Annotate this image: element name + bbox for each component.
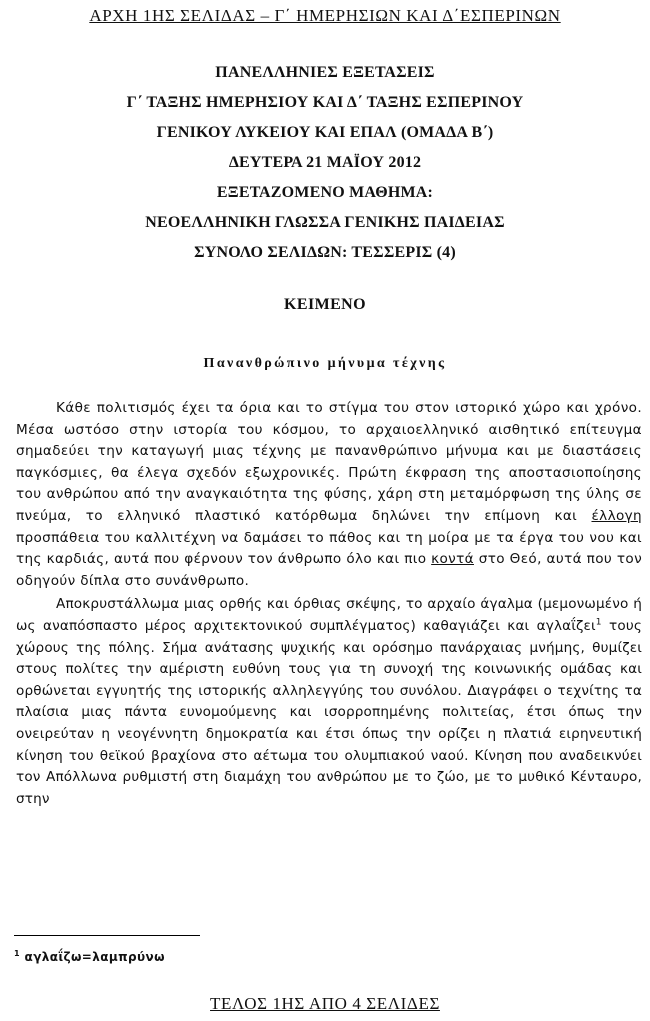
- paragraph-2-part-2: τους χώρους της πόλης. Σήμα ανάτασης ψυχικής και ορόσημο πανάρχαιας μνήμης, θυμίζει στους πολίτες την αμέριστη ευθύνη τους για τη συνοχή της κοινωνικής ομάδας και ορθώνεται εγγυητής της ιστορικής αλληλεγγύης του συνόλου. Διαγράφει ο τεχνίτης τα πλαίσια μιας πάντα ευνομούμενης και ισορροπημένης πολιτείας, έτσι όπως την ονειρεύταν η νεογέννητη δημοκρατία και έτσι όπως την ορίζει η πλατιά ειρηνευτική κίνηση του θεϊκού βραχίονα στο αέτωμα του ολυμπιακού ναού. Κίνηση που αναδεικνύει τον Απόλλωνα ρυθμιστή στη διαμάχη του ανθρώπου με το ζώο, με το μυθικό Κένταυρο, στην: [16, 617, 642, 807]
- paragraph-1-part-1: Κάθε πολιτισμός έχει τα όρια και το στίγμα του στον ιστορικό χώρο και χρόνο. Μέσα ωστόσο στην ιστορία του κόσμου, το αρχαιοελληνικό αισθητικό επίτευγμα σημαδεύει την καταγωγή μιας τέχνης με πανανθρώπινο μήνυμα και με διαστάσεις παγκόσμιες, θα έλεγα σχεδόν εξωχρονικές. Πρώτη έκφραση της αποστασιοποίησης του ανθρώπου από την αναγκαιότητα της φύσης, χάρη στη μεταμόρφωση της ύλης σε πνεύμα, το ελληνικό πλαστικό κατόρθωμα δηλώνει την επίμονη και: [16, 400, 642, 524]
- paragraph-1: [16, 398, 642, 592]
- exam-header-line: ΓΕΝΙΚΟΥ ΛΥΚΕΙΟΥ ΚΑΙ ΕΠΑΛ (ΟΜΑΔΑ Β΄): [156, 124, 494, 141]
- body-text: [16, 398, 642, 810]
- footnote-marker: 1: [14, 949, 20, 958]
- exam-date: ΔΕΥΤΕΡΑ 21 ΜΑΪΟΥ 2012: [228, 154, 422, 171]
- underlined-word: έλλογη: [591, 507, 642, 524]
- section-title: ΚΕΙΜΕΝΟ: [284, 296, 366, 313]
- exam-header-line: Γ΄ ΤΑΞΗΣ ΗΜΕΡΗΣΙΟΥ ΚΑΙ Δ΄ ΤΑΞΗΣ ΕΣΠΕΡΙΝΟΥ: [126, 94, 524, 111]
- footnote-reference: 1: [595, 617, 602, 628]
- footnote-divider: [14, 935, 200, 936]
- exam-header: [0, 58, 650, 268]
- exam-subject: ΝΕΟΕΛΛΗΝΙΚΗ ΓΛΩΣΣΑ ΓΕΝΙΚΗΣ ΠΑΙΔΕΙΑΣ: [145, 214, 505, 231]
- footnote-text: αγλαΐζω=λαμπρύνω: [24, 950, 165, 964]
- page-header: ΑΡΧΗ 1ΗΣ ΣΕΛΙΔΑΣ – Γ΄ ΗΜΕΡΗΣΙΩΝ ΚΑΙ Δ΄ΕΣΠΕΡΙΝΩΝ: [89, 6, 561, 25]
- paragraph-2: [16, 594, 642, 810]
- exam-header-line: ΠΑΝΕΛΛΗΝΙΕΣ ΕΞΕΤΑΣΕΙΣ: [215, 64, 435, 81]
- paragraph-1-part-2: προσπάθεια του καλλιτέχνη να δαμάσει το πάθος και τη μοίρα με τα έργα του νου και της καρδιάς, αυτά που φέρνουν τον άνθρωπο όλο και πιο: [16, 529, 642, 568]
- underlined-word: κοντά: [431, 551, 474, 568]
- page-footer: ΤΕΛΟΣ 1ΗΣ ΑΠΟ 4 ΣΕΛΙΔΕΣ: [210, 994, 440, 1013]
- exam-header-line: ΕΞΕΤΑΖΟΜΕΝΟ ΜΑΘΗΜΑ:: [216, 184, 434, 201]
- footnote: [14, 950, 165, 964]
- exam-page-count: ΣΥΝΟΛΟ ΣΕΛΙΔΩΝ: ΤΕΣΣΕΡΙΣ (4): [194, 244, 456, 261]
- text-title: Πανανθρώπινο μήνυμα τέχνης: [203, 356, 447, 371]
- paragraph-2-part-1: Αποκρυστάλλωμα μιας ορθής και όρθιας σκέψης, το αρχαίο άγαλμα (μεμονωμένο ή ως αναπόσπαστο μέρος αρχιτεκτονικού συμπλέγματος) καθαγιάζει και αγλαΐζει: [16, 596, 642, 634]
- paragraph-1-part-3: στο Θεό, αυτά που τον οδηγούν δίπλα στο συνάνθρωπο.: [16, 551, 643, 589]
